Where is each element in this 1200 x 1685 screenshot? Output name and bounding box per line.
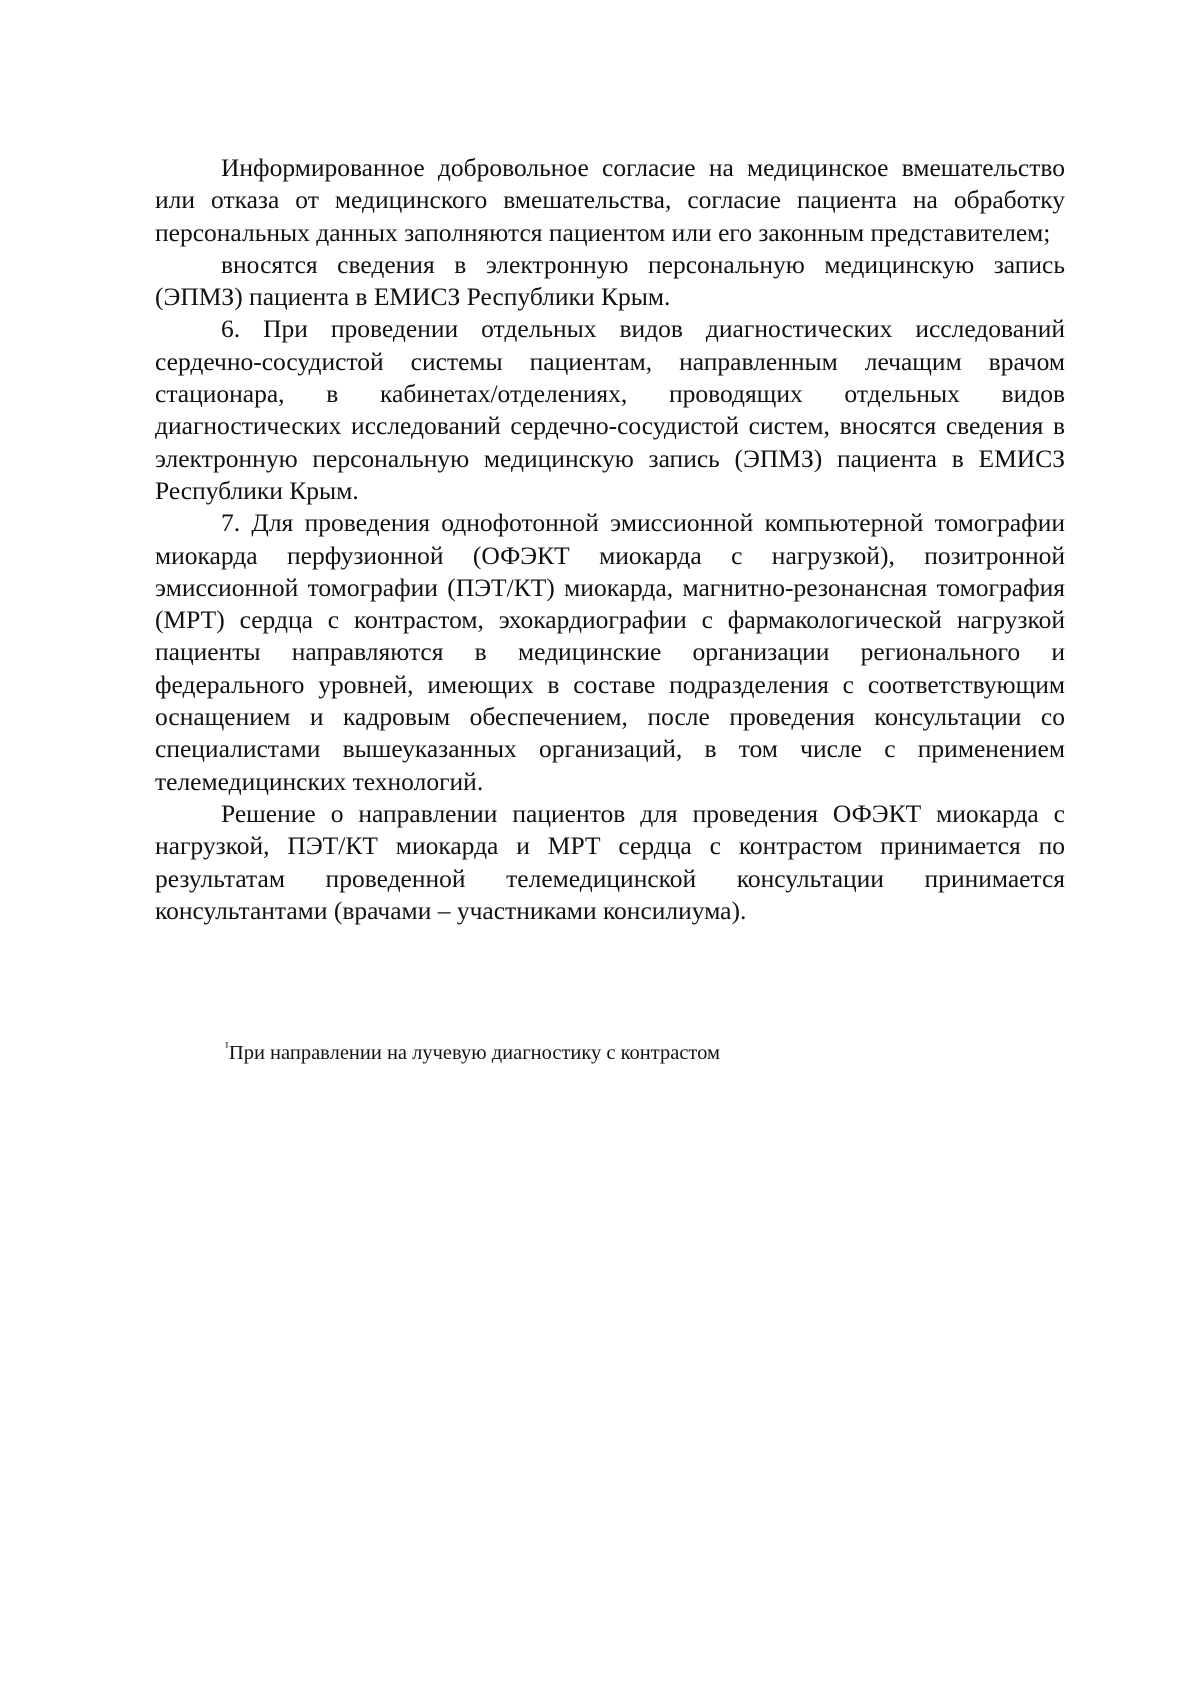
footnote [225, 1040, 720, 1066]
footnote-marker: ¹ [225, 1039, 229, 1055]
paragraph-item-6: 6. При проведении отдельных видов диагностических исследований сердечно-сосудистой системы пациентам, направленным лечащим врачом стационара, в кабинетах/отделениях, проводящих отдельных видов диагностических исследований сердечно-сосудистой систем, вносятся сведения в электронную персональную медицинскую запись (ЭПМЗ) пациента в ЕМИСЗ Республики Крым. [155, 314, 1065, 505]
paragraph-item-7: 7. Для проведения однофотонной эмиссионной компьютерной томографии миокарда перфузионной (ОФЭКТ миокарда с нагрузкой), позитронной эмиссионной томографии (ПЭТ/КТ) миокарда, магнитно-резонансная томография (МРТ) сердца с контрастом, эхокардиографии с фармакологической нагрузкой пациенты направляются в медицинские организации регионального и федерального уровней, имеющих в составе подразделения с соответствующим оснащением и кадровым обеспечением, после проведения консультации со специалистами вышеуказанных организаций, в том числе с применением телемедицинских технологий. [155, 508, 1065, 796]
paragraph-decision: Решение о направлении пациентов для проведения ОФЭКТ миокарда с нагрузкой, ПЭТ/КТ миокарда и МРТ сердца с контрастом принимается по результатам проведенной телемедицинской консультации принимается консультантами (врачами – участниками консилиума). [155, 798, 1065, 925]
paragraph-consent: Информированное добровольное согласие на медицинское вмешательство или отказа от медицинского вмешательства, согласие пациента на обработку персональных данных заполняются пациентом или его законным представителем; [155, 153, 1065, 247]
document-body [155, 152, 1065, 927]
paragraph-emr-entry: вносятся сведения в электронную персональную медицинскую запись (ЭПМЗ) пациента в ЕМИСЗ Республики Крым. [155, 249, 1065, 312]
footnote-text: При направлении на лучевую диагностику с контрастом [228, 1042, 720, 1064]
